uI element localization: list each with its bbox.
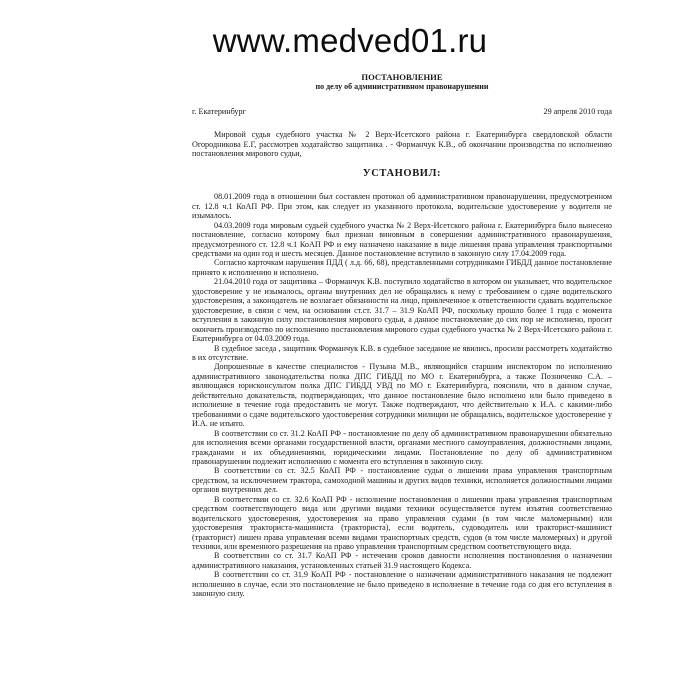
place: г. Екатеринбург bbox=[192, 107, 246, 116]
document-date: 29 апреля 2010 года bbox=[543, 107, 612, 116]
paragraph: В соответствии со ст. 31.7 КоАП РФ - истечения сроков давности исполнения постановления о назначении административного наказания, установленных статьей 31.9 настоящего Кодекса. bbox=[192, 551, 612, 570]
paragraph: В соответствии со ст. 32.6 КоАП РФ - исполнение постановления о лишении права управления транспортным средством соответствующего вида или другими видами техники осуществляется путем изъятия соответственно водительского удостоверения, удостоверения на право управления судами (в том числе маломерными) или удостоверения тракториста-машиниста (тракториста), если водитель, судоводитель или тракторист-машинист (тракторист) лишен права управления всеми видами транспортных средств, судов (в том числе маломерных) и другой техники, или временного разрешения на право управления транспортным средством соответствующего вида. bbox=[192, 494, 612, 552]
paragraph: 08.01.2009 года в отношении был составлен протокол об административном правонарушении, предусмотренном ст. 12.8 ч.1 КоАП РФ. При этом, как следует из указанного протокола, водительское удостоверение у водителя не изымалось. bbox=[192, 192, 612, 221]
paragraph: В соответствии со ст. 32.5 КоАП РФ - постановление судьи о лишении права управления транспортным средством, за исключением трактора, самоходной машины и других видов техники, исполняется должностными лицами органов внутренних дел. bbox=[192, 466, 612, 495]
paragraph: 21.04.2010 года от защитника – Форманчук К.В. поступило ходатайство в котором он указывает, что водительское удостоверение у не изымалось, органы внутренних дел не обращались к нему с требованием о сдаче водительского удостоверения, а законодатель не возлагает обязанности на лицо, привлеченное к ответственности сдавать водительское удостоверение, в связи с чем, на основании ст.ст. 31.7 – 31.9 КоАП РФ, поскольку прошло более 1 года с момента вступления в законную силу постановления мирового судьи, а данное постановление до сих пор не исполнено, просит окончить производство по исполнению постановления мирового судьи судебного участка № 2 Верх-Исетского района г. Екатеринбурга от 04.03.2009 года. bbox=[192, 277, 612, 344]
paragraph: В соответствии со ст. 31.9 КоАП РФ - постановление о назначении административного наказания не подлежит исполнению в случае, если это постановление не было приведено в исполнение в течение года со дня его вступления в законную силу. bbox=[192, 570, 612, 599]
decree-heading: УСТАНОВИЛ: bbox=[362, 167, 442, 179]
document-title: ПОСТАНОВЛЕНИЕ bbox=[361, 72, 443, 82]
paragraph: 04.03.2009 года мировым судьей судебного участка № 2 Верх-Исетского района г. Екатеринбурга было вынесено постановление, согласно которому был признан виновным в совершении административного правонарушения, предусмотренного ст. 12.8 ч.1 КоАП РФ и ему назначено наказание в виде лишения права управления транспортными средствами на один год и шесть месяцев. Данное постановление вступило в законную силу 17.04.2009 года. bbox=[192, 220, 612, 258]
paragraph: Согласно карточкам нарушения ПДД ( л.д. 66, 68), представленными сотрудниками ГИБДД данное постановление принято к исполнению и исполнено. bbox=[192, 258, 612, 277]
paragraph: Допрошенные в качестве специалистов - Пузына М.В., являющийся старшим инспектором по исполнению административного законодательства полка ДПС ГИБДД по МО г. Екатеринбурга, а также Позниченко С.А. – являющаяся юрисконсультом полка ДПС ГИБДД УВД по МО г. Екатеринбурга, пояснили, что в данном случае, действительно доказательств, подтверждающих, что данное постановление было исполнено или было приведено в исполнение в течение года предоставить не могут. Также подтверждают, что действительно к И.А. с какими-либо требованиями о сдаче водительского удостоверения сотрудники милиции не обращались, водительское удостоверение у И.А. не изъято. bbox=[192, 362, 612, 429]
place-date-line bbox=[192, 107, 612, 116]
intro-paragraph: Мировой судья судебного участка № 2 Верх-Исетского района г. Екатеринбурга свердловской области Огородникова Е.Г, рассмотрев ходатайство защитника . - Форманчук К.В., об окончании производства по исполнению постановления мирового судьи, bbox=[192, 130, 612, 159]
decision-document bbox=[192, 72, 612, 599]
document-subtitle: по делу об административном правонарушении bbox=[315, 82, 489, 91]
site-watermark: www.medved01.ru bbox=[212, 22, 488, 59]
paragraph: В судебное заседа , защитник Форманчук К.В. в судебное заседание не явились, просили рассмотреть ходатайство в их отсутствие. bbox=[192, 343, 612, 362]
paragraph: В соответствии со ст. 31.2 КоАП РФ - постановление по делу об административном правонарушении обязательно для исполнения всеми органами государственной власти, органами местного самоуправления, должностными лицами, гражданами и их объединениями, юридическими лицами. Постановление по делу об административном правонарушении подлежит исполнению с момента его вступления в законную силу. bbox=[192, 428, 612, 466]
